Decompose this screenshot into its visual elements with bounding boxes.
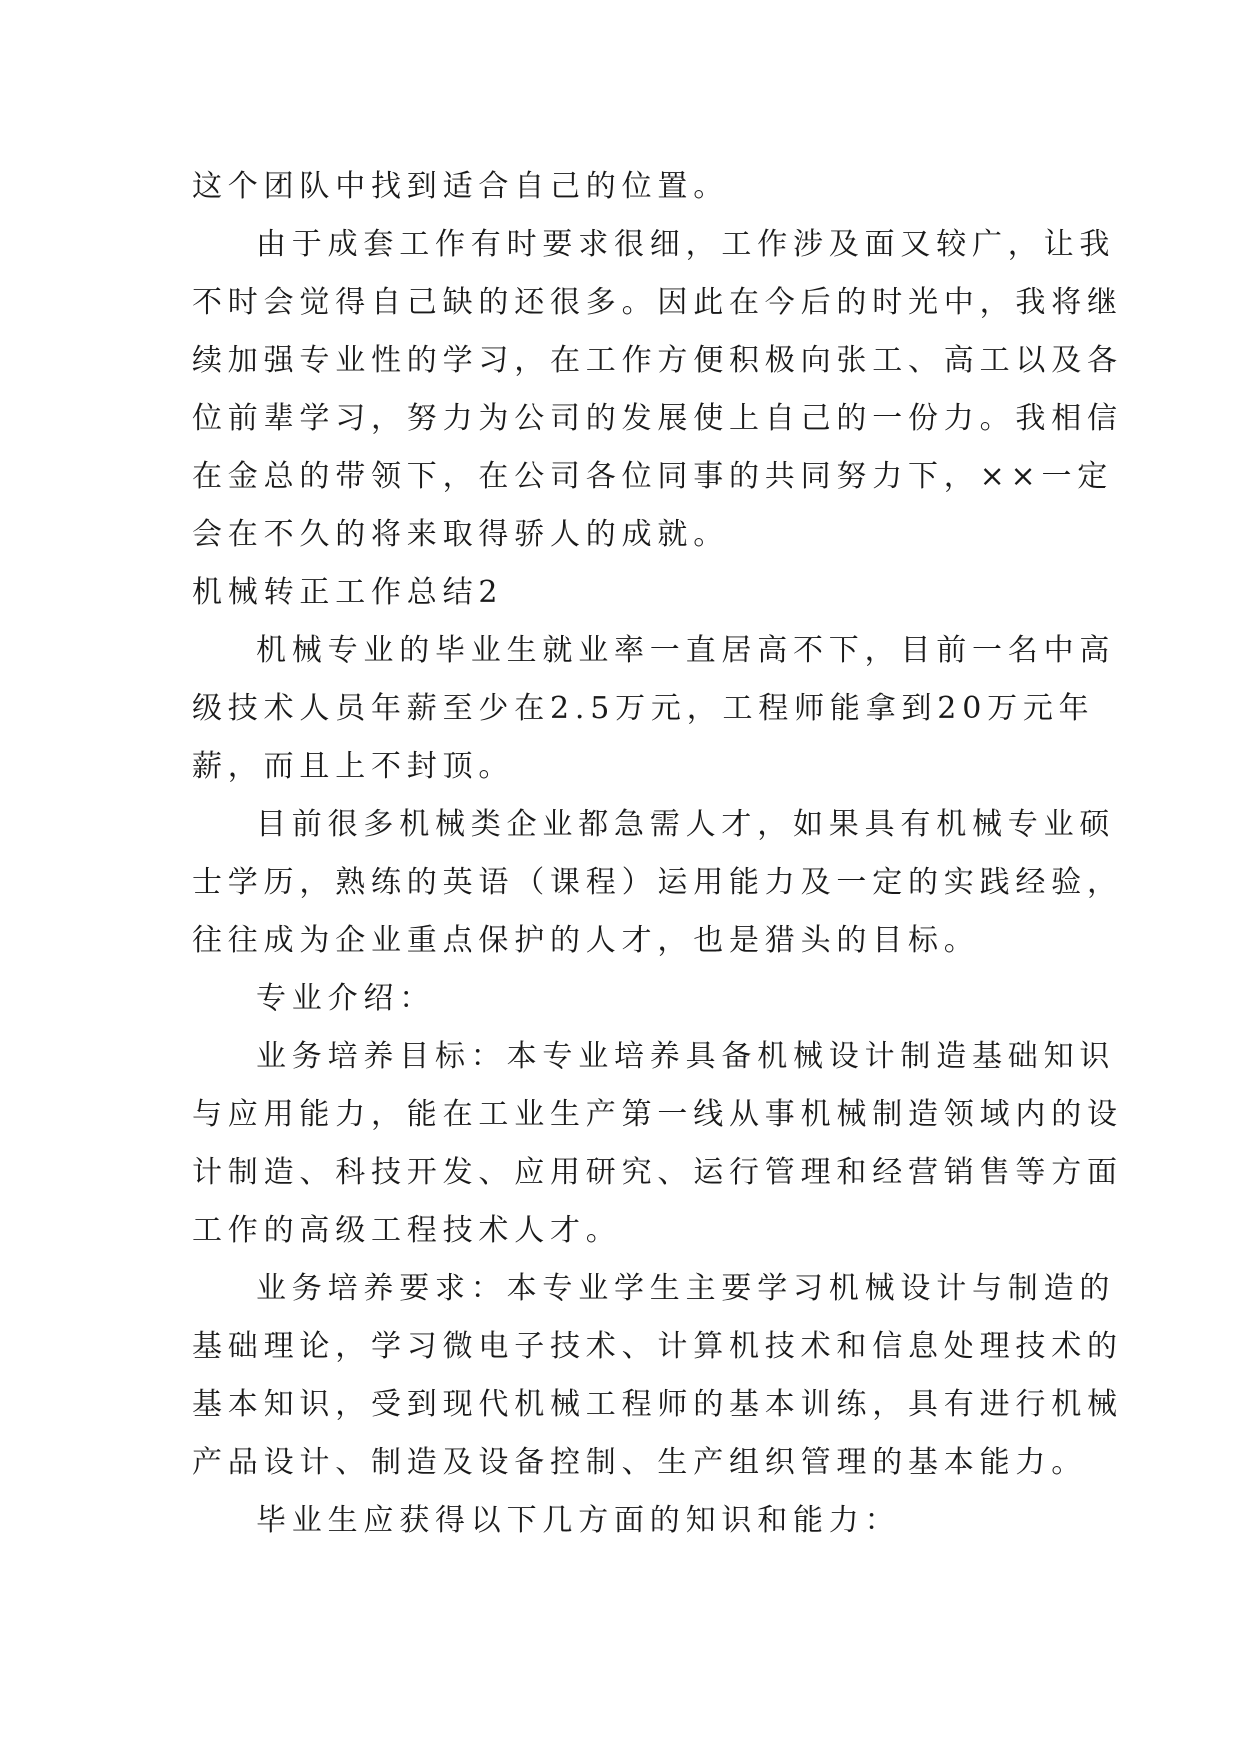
text-line: 机械转正工作总结2 <box>192 575 504 610</box>
text-line: 机械专业的毕业生就业率一直居高不下，目前一名中高 <box>256 633 1116 668</box>
text-line: 士学历，熟练的英语（课程）运用能力及一定的实践经验， <box>192 865 1123 900</box>
text-line: 计制造、科技开发、应用研究、运行管理和经营销售等方面 <box>192 1155 1123 1190</box>
text-line: 业务培养目标：本专业培养具备机械设计制造基础知识 <box>256 1039 1116 1074</box>
text-line: 业务培养要求：本专业学生主要学习机械设计与制造的 <box>256 1271 1116 1306</box>
text-line: 基础理论，学习微电子技术、计算机技术和信息处理技术的 <box>192 1329 1123 1364</box>
text-line: 薪，而且上不封顶。 <box>192 749 515 784</box>
text-line: 专业介绍： <box>256 981 435 1016</box>
text-line: 不时会觉得自己缺的还很多。因此在今后的时光中，我将继 <box>192 285 1123 320</box>
text-line: 由于成套工作有时要求很细，工作涉及面又较广，让我 <box>256 227 1116 262</box>
text-line: 工作的高级工程技术人才。 <box>192 1213 622 1248</box>
document-body <box>192 158 1123 1550</box>
text-line: 往往成为企业重点保护的人才，也是猎头的目标。 <box>192 923 980 958</box>
text-line: 级技术人员年薪至少在2.5万元，工程师能拿到20万元年 <box>192 691 1095 726</box>
text-line: 会在不久的将来取得骄人的成就。 <box>192 517 729 552</box>
text-line: 续加强专业性的学习，在工作方便积极向张工、高工以及各 <box>192 343 1123 378</box>
text-line: 这个团队中找到适合自己的位置。 <box>192 169 729 204</box>
text-line: 目前很多机械类企业都急需人才，如果具有机械专业硕 <box>256 807 1116 842</box>
text-line: 在金总的带领下，在公司各位同事的共同努力下，××一定 <box>192 459 1114 494</box>
text-line: 产品设计、制造及设备控制、生产组织管理的基本能力。 <box>192 1445 1087 1480</box>
text-line: 毕业生应获得以下几方面的知识和能力： <box>256 1503 901 1538</box>
text-line: 与应用能力，能在工业生产第一线从事机械制造领域内的设 <box>192 1097 1123 1132</box>
text-line: 位前辈学习，努力为公司的发展使上自己的一份力。我相信 <box>192 401 1123 436</box>
text-line: 基本知识，受到现代机械工程师的基本训练，具有进行机械 <box>192 1387 1123 1422</box>
